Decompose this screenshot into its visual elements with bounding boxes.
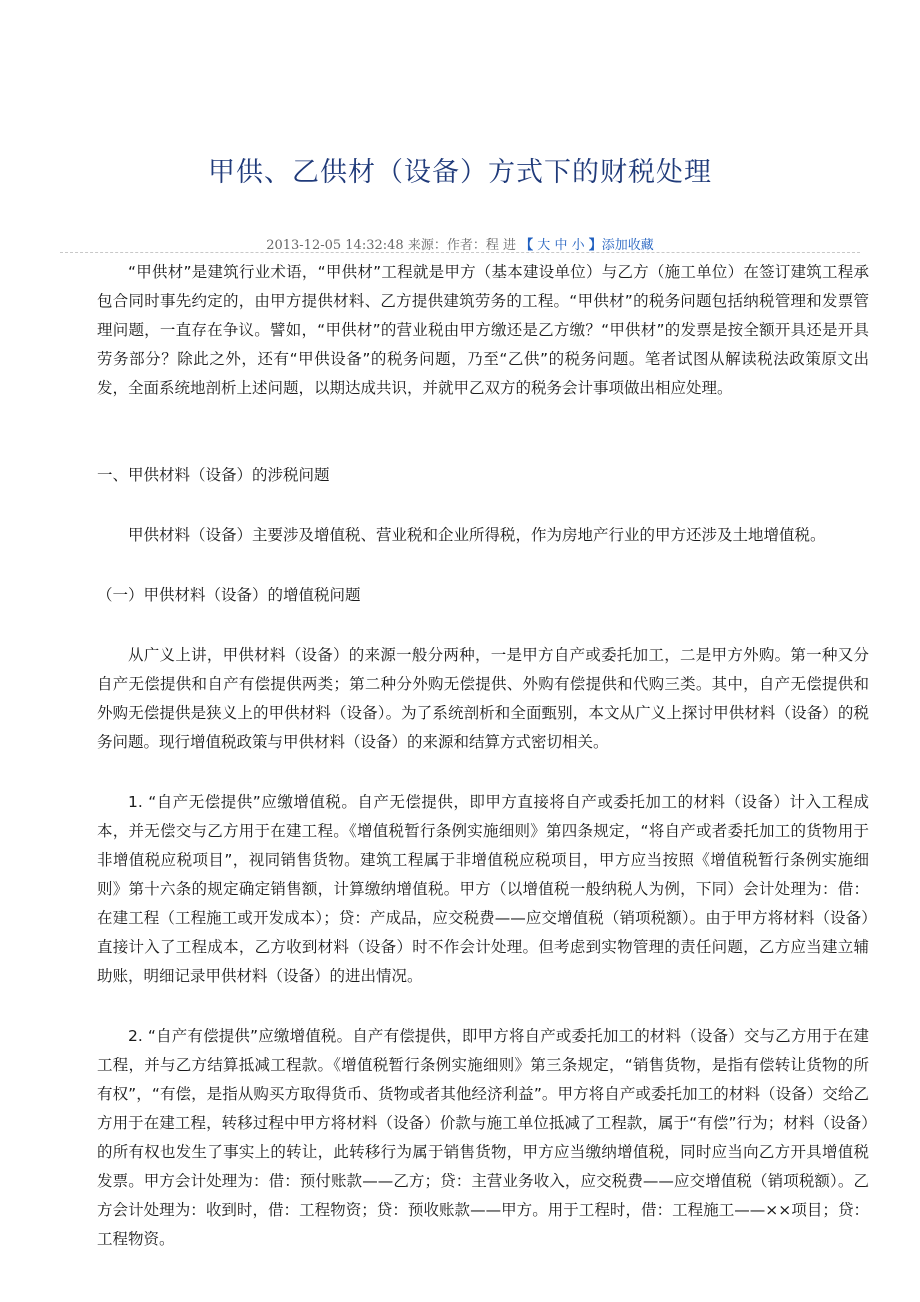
- author-label: 作者：: [446, 238, 486, 253]
- subsection-heading-1: （一）甲供材料（设备）的增值税问题: [97, 586, 361, 604]
- article-meta: [0, 234, 920, 253]
- subsection-1-paragraph: 从广义上讲，甲供材料（设备）的来源一般分两种，一是甲方自产或委托加工，二是甲方外购。第一种又分自产无偿提供和自产有偿提供两类；第二种分外购无偿提供、外购有偿提供和代购三类。其中，自产无偿提供和外购无偿提供是狭义上的甲供材料（设备）。为了系统剖析和全面甄别，本文从广义上探讨甲供材料（设备）的税务问题。现行增值税政策与甲供材料（设备）的来源和结算方式密切相关。: [97, 646, 869, 751]
- article-title: 甲供、乙供材（设备）方式下的财税处理: [208, 157, 712, 188]
- font-size-medium-link[interactable]: 中: [554, 238, 568, 253]
- author-name: 程 进: [485, 238, 516, 253]
- item-2-paragraph: 2. “自产有偿提供”应缴增值税。自产有偿提供，即甲方将自产或委托加工的材料（设备）交与乙方用于在建工程，并与乙方结算抵减工程款。《增值税暂行条例实施细则》第三条规定，“销售货物，是指有偿转让货物的所有权”，“有偿，是指从购买方取得货币、货物或者其他经济利益”。甲方将自产或委托加工的材料（设备）交给乙方用于在建工程，转移过程中甲方将材料（设备）价款与施工单位抵减了工程款，属于“有偿”行为；材料（设备）的所有权也发生了事实上的转让，此转移行为属于销售货物，甲方应当缴纳增值税，同时应当向乙方开具增值税发票。甲方会计处理为：借：预付账款——乙方；贷：主营业务收入，应交税费——应交增值税（销项税额）。乙方会计处理为：收到时，借：工程物资；贷：预收账款——甲方。用于工程时，借：工程施工——××项目；贷：工程物资。: [97, 1027, 869, 1248]
- article-body: [97, 258, 869, 1254]
- section-1-paragraph: 甲供材料（设备）主要涉及增值税、营业税和企业所得税，作为房地产行业的甲方还涉及土地增值税。: [128, 526, 826, 544]
- font-size-small-link[interactable]: 小: [571, 238, 585, 253]
- font-size-large-link[interactable]: 大: [537, 238, 551, 253]
- item-1-paragraph: 1. “自产无偿提供”应缴增值税。自产无偿提供，即甲方直接将自产或委托加工的材料（设备）计入工程成本，并无偿交与乙方用于在建工程。《增值税暂行条例实施细则》第四条规定，“将自产或者委托加工的货物用于非增值税应税项目”，视同销售货物。建筑工程属于非增值税应税项目，甲方应当按照《增值税暂行条例实施细则》第十六条的规定确定销售额，计算缴纳增值税。甲方（以增值税一般纳税人为例，下同）会计处理为：借：在建工程（工程施工或开发成本）；贷：产成品，应交税费——应交增值税（销项税额）。由于甲方将材料（设备）直接计入了工程成本，乙方收到材料（设备）时不作会计处理。但考虑到实物管理的责任问题，乙方应当建立辅助账，明细记录甲供材料（设备）的进出情况。: [97, 793, 869, 985]
- font-size-bracket-open: 【: [520, 238, 534, 253]
- publish-datetime: 2013-12-05 14:32:48: [266, 238, 404, 253]
- intro-paragraph: “甲供材”是建筑行业术语，“甲供材”工程就是甲方（基本建设单位）与乙方（施工单位）在签订建筑工程承包合同时事先约定的，由甲方提供材料、乙方提供建筑劳务的工程。“甲供材”的税务问题包括纳税管理和发票管理问题，一直存在争议。譬如，“甲供材”的营业税由甲方缴还是乙方缴？“甲供材”的发票是按全额开具还是开具劳务部分？除此之外，还有“甲供设备”的税务问题，乃至“乙供”的税务问题。笔者试图从解读税法政策原文出发，全面系统地剖析上述问题，以期达成共识，并就甲乙双方的税务会计事项做出相应处理。: [97, 263, 869, 397]
- font-size-bracket-close: 】: [588, 238, 602, 253]
- source-label: 来源：: [407, 238, 447, 253]
- add-favorite-link[interactable]: 添加收藏: [601, 238, 654, 253]
- section-heading-1: 一、甲供材料（设备）的涉税问题: [97, 466, 330, 484]
- meta-divider: [60, 252, 860, 253]
